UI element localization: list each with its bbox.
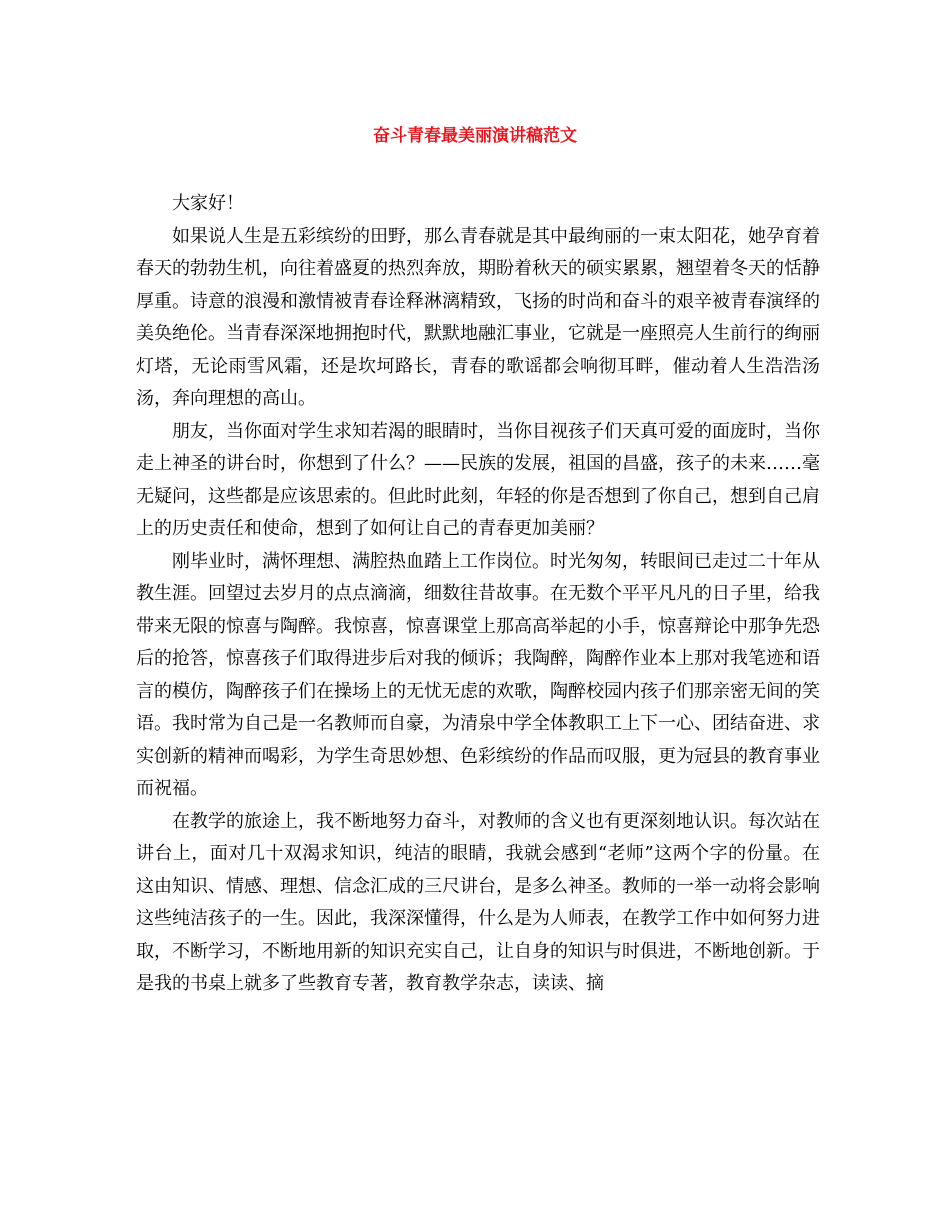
body-paragraph: 刚毕业时，满怀理想、满腔热血踏上工作岗位。时光匆匆，转眼间已走过二十年从教生涯。回望过去岁月的点点滴滴，细数往昔故事。在无数个平平凡凡的日子里，给我带来无限的惊喜与陶醉。我惊喜，惊喜课堂上那高高举起的小手，惊喜辩论中那争先恐后的抢答，惊喜孩子们取得进步后对我的倾诉；我陶醉，陶醉作业本上那对我笔迹和语言的模仿，陶醉孩子们在操场上的无忧无虑的欢歌，陶醉校园内孩子们那亲密无间的笑语。我时常为自己是一名教师而自豪，为清泉中学全体教职工上下一心、团结奋进、求实创新的精神而喝彩，为学生奇思妙想、色彩缤纷的作品而叹服，更为冠县的教育事业而祝福。 [136, 550, 820, 799]
body-paragraph: 朋友，当你面对学生求知若渴的眼睛时，当你目视孩子们天真可爱的面庞时，当你走上神圣的讲台时，你想到了什么？——民族的发展，祖国的昌盛，孩子的未来……毫无疑问，这些都是应该思索的。但此时此刻，年轻的你是否想到了你自己，想到自己肩上的历史责任和使命，想到了如何让自己的青春更加美丽？ [136, 420, 820, 539]
greeting-paragraph: 大家好！ [172, 193, 244, 214]
body-paragraph: 在教学的旅途上，我不断地努力奋斗，对教师的含义也有更深刻地认识。每次站在讲台上，面对几十双渴求知识，纯洁的眼睛，我就会感到“老师”这两个字的份量。在这由知识、情感、理想、信念汇成的三尺讲台，是多么神圣。教师的一举一动将会影响这些纯洁孩子的一生。因此，我深深懂得，什么是为人师表，在教学工作中如何努力进取，不断学习，不断地用新的知识充实自己，让自身的知识与时俱进，不断地创新。于是我的书桌上就多了些教育专著，教育教学杂志，读读、摘 [136, 810, 820, 994]
document-body [136, 188, 820, 1001]
body-paragraph: 如果说人生是五彩缤纷的田野，那么青春就是其中最绚丽的一束太阳花，她孕育着春天的勃勃生机，向往着盛夏的热烈奔放，期盼着秋天的硕实累累，翘望着冬天的恬静厚重。诗意的浪漫和激情被青春诠释淋漓精致，飞扬的时尚和奋斗的艰辛被青春演绎的美奂绝伦。当青春深深地拥抱时代，默默地融汇事业，它就是一座照亮人生前行的绚丽灯塔，无论雨雪风霜，还是坎坷路长，青春的歌谣都会响彻耳畔，催动着人生浩浩汤汤，奔向理想的高山。 [136, 225, 820, 409]
document-title: 奋斗青春最美丽演讲稿范文 [373, 126, 577, 146]
